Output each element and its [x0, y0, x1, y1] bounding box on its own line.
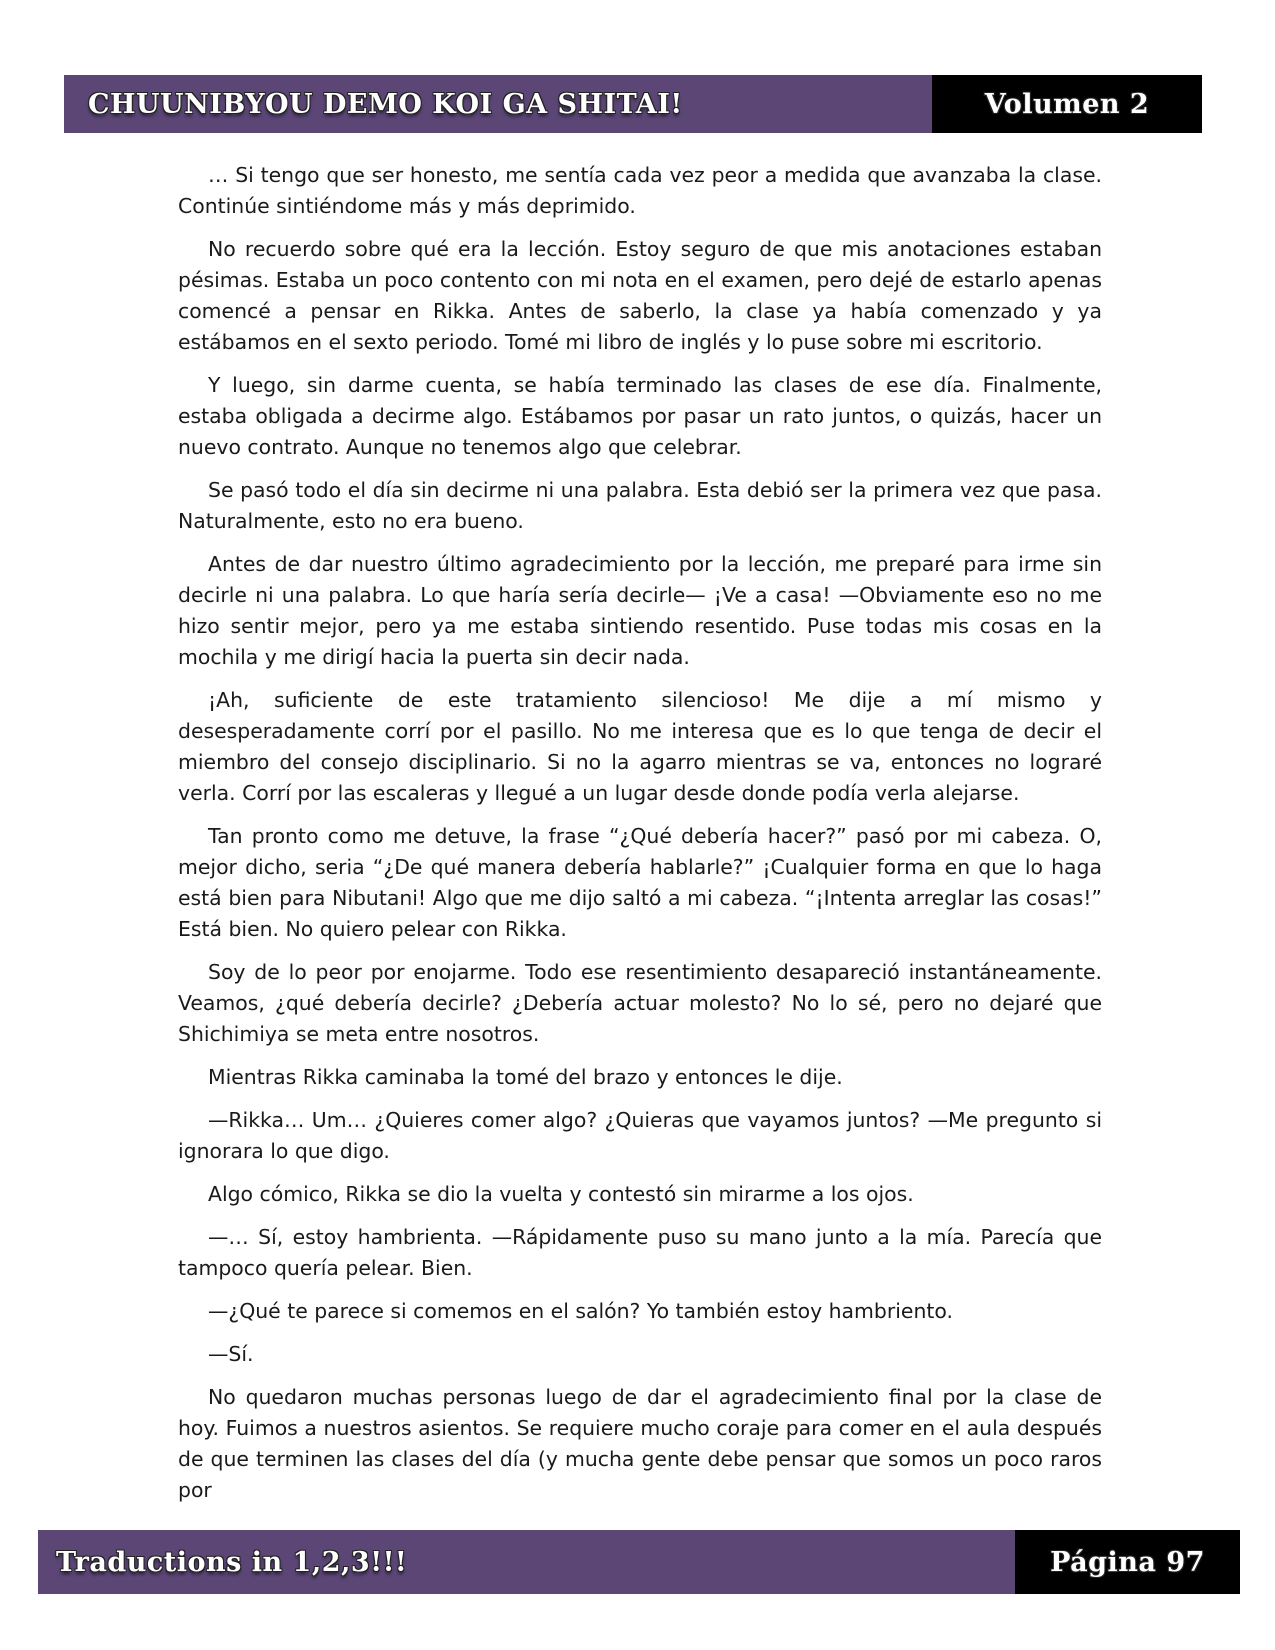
paragraph: No quedaron muchas personas luego de dar el agradecimiento final por la clase de hoy. Fuimos a nuestros asientos. Se requiere mucho coraje para comer en el aula después de que terminen las clases del día (y mucha gente debe pensar que somos un poco raros por — [178, 1385, 1102, 1502]
footer-group-panel — [38, 1530, 1015, 1594]
paragraph: Algo cómico, Rikka se dio la vuelta y contestó sin mirarme a los ojos. — [208, 1182, 914, 1206]
paragraph: Mientras Rikka caminaba la tomé del brazo y entonces le dije. — [208, 1065, 843, 1089]
footer-page-panel — [1015, 1530, 1240, 1594]
paragraph: Se pasó todo el día sin decirme ni una palabra. Esta debió ser la primera vez que pasa. Naturalmente, esto no era bueno. — [178, 478, 1102, 533]
series-title: CHUUNIBYOU DEMO KOI GA SHITAI! — [88, 88, 683, 120]
translation-group-label: Traductions in 1,2,3!!! — [56, 1546, 408, 1578]
paragraph: Antes de dar nuestro último agradecimiento por la lección, me preparé para irme sin decirle ni una palabra. Lo que haría sería decirle— ¡Ve a casa! —Obviamente eso no me hizo sentir mejor, pero ya me estaba sintiendo resentido. Puse todas mis cosas en la mochila y me dirigí hacia la puerta sin decir nada. — [178, 552, 1102, 669]
paragraph: —… Sí, estoy hambrienta. —Rápidamente puso su mano junto a la mía. Parecía que tampoco quería pelear. Bien. — [178, 1225, 1102, 1280]
header-volume-panel — [932, 75, 1202, 133]
paragraph: Y luego, sin darme cuenta, se había terminado las clases de ese día. Finalmente, estaba obligada a decirme algo. Estábamos por pasar un rato juntos, o quizás, hacer un nuevo contrato. Aunque no tenemos algo que celebrar. — [178, 373, 1102, 459]
volume-label: Volumen 2 — [984, 88, 1150, 120]
page-number: Página 97 — [1050, 1546, 1205, 1578]
paragraph: Tan pronto como me detuve, la frase “¿Qué debería hacer?” pasó por mi cabeza. O, mejor dicho, seria “¿De qué manera debería hablarle?” ¡Cualquier forma en que lo haga está bien para Nibutani! Algo que me dijo saltó a mi cabeza. “¡Intenta arreglar las cosas!” Está bien. No quiero pelear con Rikka. — [178, 824, 1102, 941]
paragraph: —¿Qué te parece si comemos en el salón? Yo también estoy hambriento. — [208, 1299, 953, 1323]
page-footer — [38, 1530, 1240, 1594]
page-header — [64, 75, 1202, 133]
paragraph: No recuerdo sobre qué era la lección. Estoy seguro de que mis anotaciones estaban pésimas. Estaba un poco contento con mi nota en el examen, pero dejé de estarlo apenas comencé a pensar en Rikka. Antes de saberlo, la clase ya había comenzado y ya estábamos en el sexto periodo. Tomé mi libro de inglés y lo puse sobre mi escritorio. — [178, 237, 1102, 354]
header-title-panel — [64, 75, 932, 133]
paragraph: —Rikka… Um… ¿Quieres comer algo? ¿Quieras que vayamos juntos? —Me pregunto si ignorara lo que digo. — [178, 1108, 1102, 1163]
paragraph: —Sí. — [208, 1342, 254, 1366]
paragraph: Soy de lo peor por enojarme. Todo ese resentimiento desapareció instantáneamente. Veamos, ¿qué debería decirle? ¿Debería actuar molesto? No lo sé, pero no dejaré que Shichimiya se meta entre nosotros. — [178, 960, 1102, 1046]
paragraph: ¡Ah, suficiente de este tratamiento silencioso! Me dije a mí mismo y desesperadamente corrí por el pasillo. No me interesa que es lo que tenga de decir el miembro del consejo disciplinario. Si no la agarro mientras se va, entonces no lograré verla. Corrí por las escaleras y llegué a un lugar desde donde podía verla alejarse. — [178, 688, 1102, 805]
body-text — [178, 160, 1102, 1518]
paragraph: … Si tengo que ser honesto, me sentía cada vez peor a medida que avanzaba la clase. Continúe sintiéndome más y más deprimido. — [178, 163, 1102, 218]
